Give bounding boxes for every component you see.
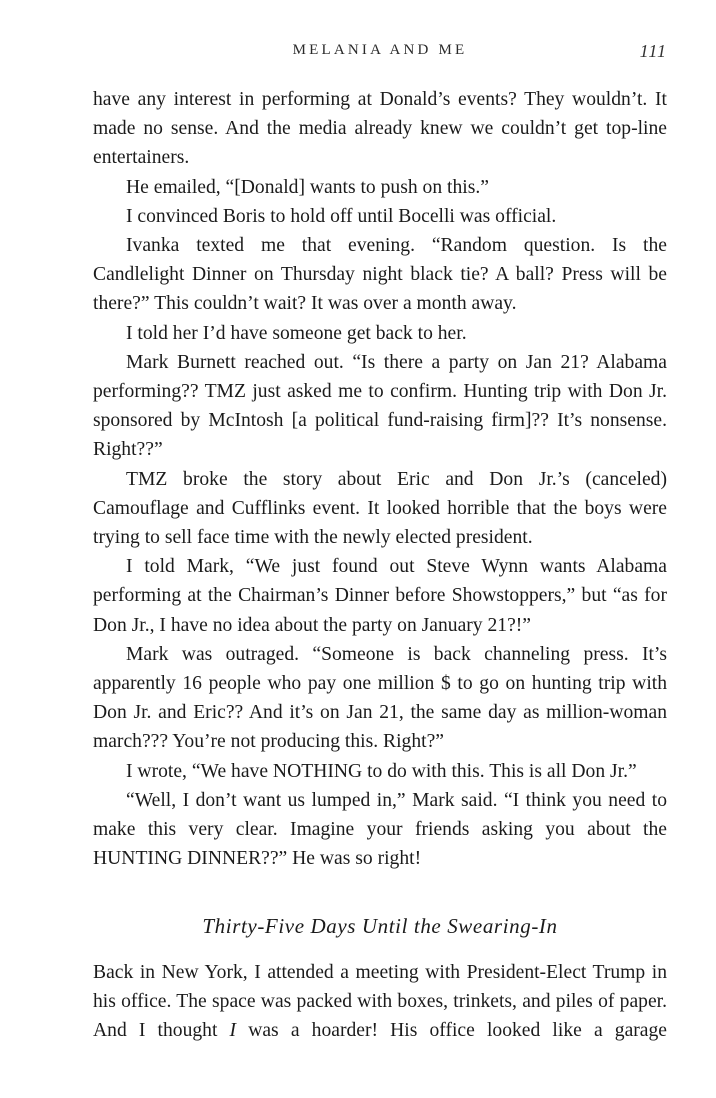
section-paragraph [93, 958, 667, 1046]
paragraph: I convinced Boris to hold off until Bocelli was official. [126, 205, 557, 227]
section-heading: Thirty-Five Days Until the Swearing-In [202, 914, 558, 938]
running-title: MELANIA AND ME [292, 42, 468, 58]
page-number: 111 [639, 41, 667, 61]
body-text [93, 85, 667, 873]
running-head [93, 42, 667, 64]
paragraph: Ivanka texted me that evening. “Random question. Is the Candlelight Dinner on Thursday night black tie? A ball? Press will be there?” This couldn’t wait? It was over a month away. [93, 235, 667, 315]
section-body-text [93, 958, 667, 1046]
section-paragraph-part-1: Back in New York, I attended a meeting with President-Elect Trump in his office. The space was packed with boxes, trinkets, and piles of paper. And I thought [93, 962, 667, 1042]
section-paragraph-part-2: was a hoarder! His office looked like a garage [236, 1020, 667, 1042]
paragraph: TMZ broke the story about Eric and Don Jr.’s (canceled) Camouflage and Cufflinks event. It looked horrible that the boys were trying to sell face time with the newly elected president. [93, 468, 667, 549]
paragraph: I wrote, “We have NOTHING to do with this. This is all Don Jr.” [126, 760, 637, 782]
paragraph: “Well, I don’t want us lumped in,” Mark said. “I think you need to make this very clear. Imagine your friends asking you about the HUNTING DINNER??” He was so right! [93, 789, 667, 870]
paragraph: He emailed, “[Donald] wants to push on this.” [126, 176, 489, 198]
paragraph: Mark Burnett reached out. “Is there a party on Jan 21? Alabama performing?? TMZ just asked me to confirm. Hunting trip with Don Jr. sponsored by McIntosh [a political fund-raising firm]?? It’s nonsense. Right??” [93, 351, 667, 461]
section-paragraph-emphasis: I [229, 1020, 237, 1042]
paragraph: have any interest in performing at Donald’s events? They wouldn’t. It made no sense. And the media already knew we couldn’t get top-line entertainers. [93, 89, 667, 169]
paragraph: Mark was outraged. “Someone is back channeling press. It’s apparently 16 people who pay one million $ to go on hunting trip with Don Jr. and Eric?? And it’s on Jan 21, the same day as million-woman march??? You’re not producing this. Right?” [93, 643, 667, 753]
paragraph: I told her I’d have someone get back to her. [126, 322, 467, 344]
paragraph: I told Mark, “We just found out Steve Wynn wants Alabama performing at the Chairman’s Dinner before Showstoppers,” but “as for Don Jr., I have no idea about the party on January 21?!” [93, 556, 667, 636]
